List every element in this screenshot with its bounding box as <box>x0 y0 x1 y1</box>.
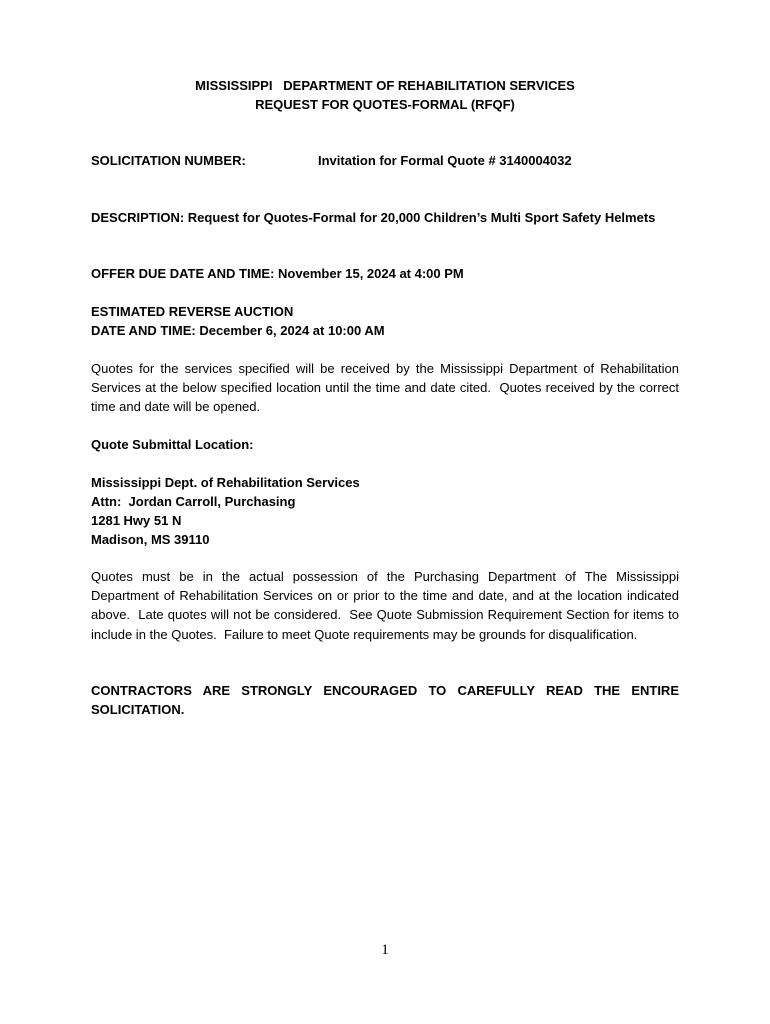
description: DESCRIPTION: Request for Quotes-Formal for 20,000 Children’s Multi Sport Safety Helmets <box>91 210 656 225</box>
page-number: 1 <box>381 942 389 958</box>
auction-date: DATE AND TIME: December 6, 2024 at 10:00 AM <box>91 323 385 338</box>
receipt-paragraph: Quotes for the services specified will be received by the Mississippi Department of Rehabilitation Services at the below specified location until the time and date cited. Quotes received by the correct time and date will be opened. <box>91 361 683 415</box>
notice-paragraph: CONTRACTORS ARE STRONGLY ENCOURAGED TO CAREFULLY READ THE ENTIRE SOLICITATION. <box>91 683 679 718</box>
title-line-2: REQUEST FOR QUOTES-FORMAL (RFQF) <box>255 97 515 112</box>
solicitation-label: SOLICITATION NUMBER: <box>91 153 246 168</box>
possession-paragraph: Quotes must be in the actual possession of the Purchasing Department of The Mississippi Department of Rehabilitation Services on or prior to the time and date, and at the location indicated above. Late quotes will not be considered. See Quote Submission Requirement Section for items to include in the Quotes. Failure to meet Quote requirements may be grounds for disqualification. <box>91 569 683 642</box>
address-line: Mississippi Dept. of Rehabilitation Services <box>91 475 360 490</box>
address-line: Attn: Jordan Carroll, Purchasing <box>91 494 296 509</box>
solicitation-number: Invitation for Formal Quote # 3140004032 <box>318 153 572 168</box>
offer-due-date: OFFER DUE DATE AND TIME: November 15, 2024 at 4:00 PM <box>91 266 464 281</box>
title-line-1: MISSISSIPPI DEPARTMENT OF REHABILITATION SERVICES <box>195 78 575 93</box>
document-title <box>0 76 770 114</box>
submittal-location-label: Quote Submittal Location: <box>91 437 254 452</box>
auction-heading: ESTIMATED REVERSE AUCTION <box>91 304 294 319</box>
address-line: Madison, MS 39110 <box>91 532 210 547</box>
address-line: 1281 Hwy 51 N <box>91 513 182 528</box>
